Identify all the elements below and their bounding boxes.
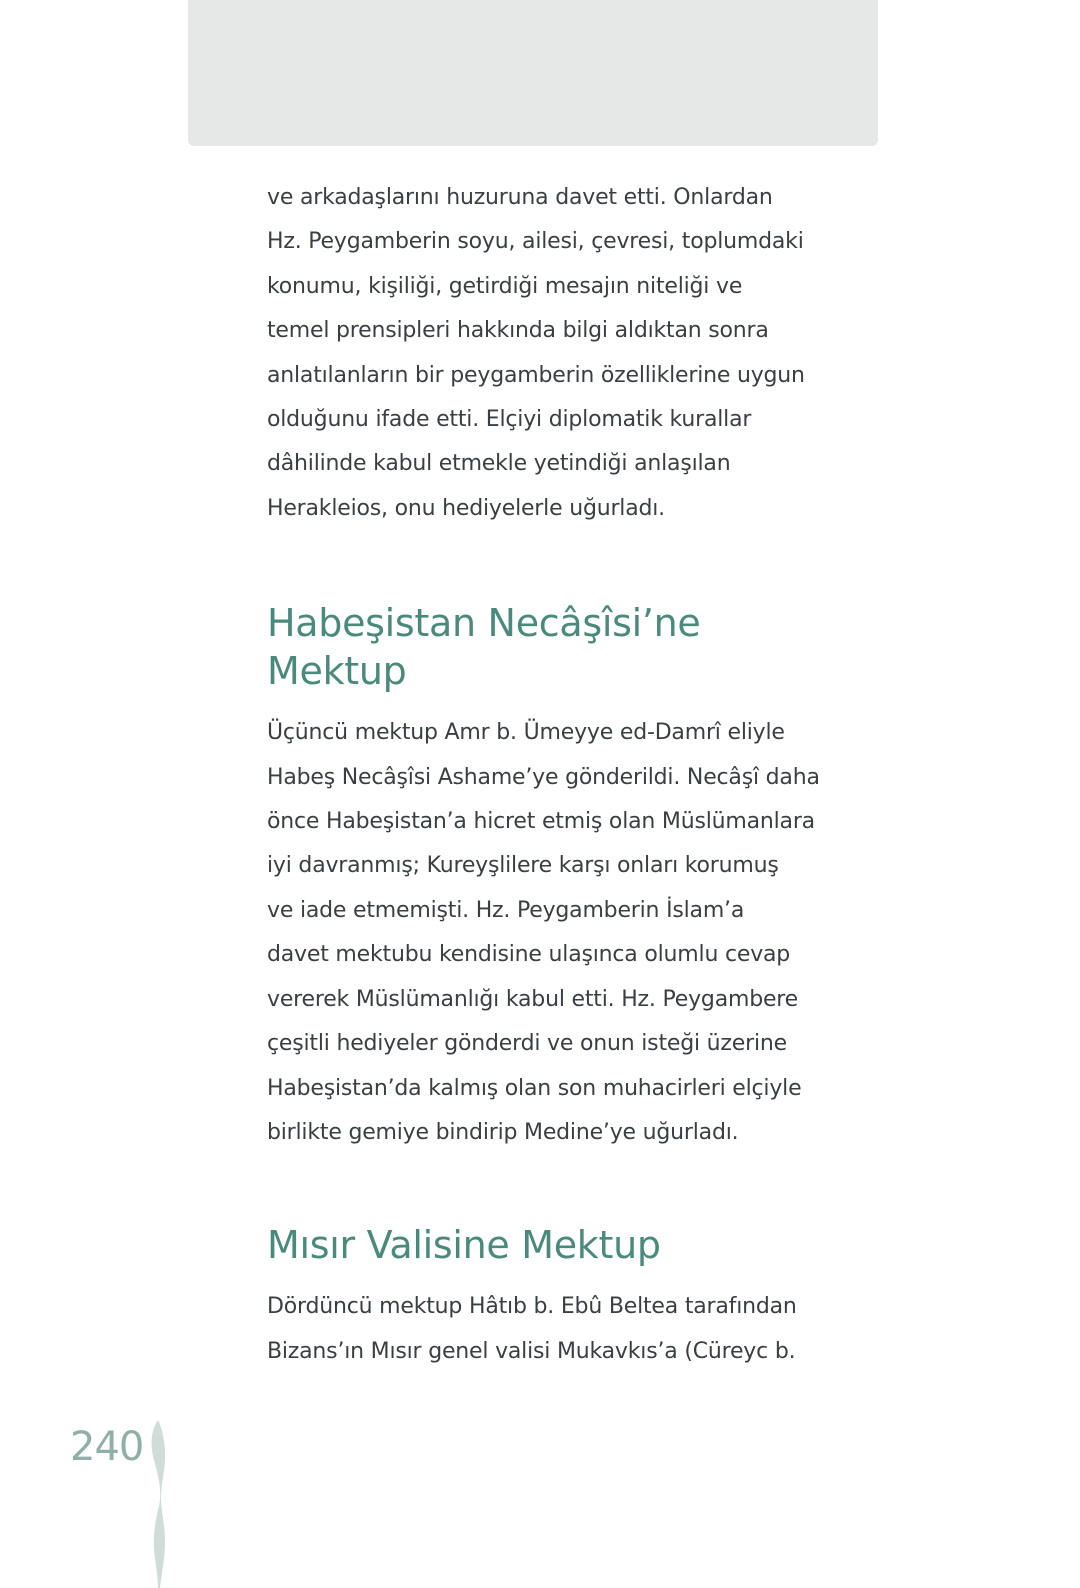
- page-content: [267, 176, 827, 1374]
- text-line: davet mektubu kendisine ulaşınca olumlu cevap: [267, 942, 791, 968]
- heading-line: Mektup: [267, 649, 407, 694]
- text-line: Üçüncü mektup Amr b. Ümeyye ed-Damrî eliyle: [267, 720, 785, 746]
- text-line: temel prensipleri hakkında bilgi aldıktan sonra: [267, 318, 769, 344]
- text-line: Habeşistan’da kalmış olan son muhacirleri elçiyle: [267, 1075, 802, 1101]
- text-line: önce Habeşistan’a hicret etmiş olan Müslümanlara: [267, 809, 815, 835]
- body-paragraph: [267, 176, 827, 531]
- heading-line: Mısır Valisine Mektup: [267, 1223, 661, 1268]
- section-heading: [267, 599, 827, 695]
- text-line: çeşitli hediyeler gönderdi ve onun isteği üzerine: [267, 1031, 787, 1057]
- body-paragraph: [267, 1285, 827, 1374]
- text-line: olduğunu ifade etti. Elçiyi diplomatik kurallar: [267, 407, 752, 433]
- text-line: Bizans’ın Mısır genel valisi Mukavkıs’a (Cüreyc b.: [267, 1338, 796, 1364]
- text-line: dâhilinde kabul etmekle yetindiği anlaşılan: [267, 451, 731, 477]
- text-line: birlikte gemiye bindirip Medine’ye uğurladı.: [267, 1119, 739, 1145]
- text-line: Dördüncü mektup Hâtıb b. Ebû Beltea tarafından: [267, 1294, 797, 1320]
- header-image-placeholder: [188, 0, 878, 146]
- text-line: Habeş Necâşîsi Ashame’ye gönderildi. Necâşî daha: [267, 764, 820, 790]
- heading-line: Habeşistan Necâşîsi’ne: [267, 601, 701, 646]
- page-number: 240: [70, 1424, 144, 1470]
- text-line: ve arkadaşlarını huzuruna davet etti. Onlardan: [267, 185, 773, 210]
- text-line: konumu, kişiliği, getirdiği mesajın niteliği ve: [267, 273, 743, 299]
- body-paragraph: [267, 711, 827, 1155]
- text-line: vererek Müslümanlığı kabul etti. Hz. Peygambere: [267, 986, 798, 1012]
- page-ornament-icon: [146, 1418, 170, 1588]
- text-line: Hz. Peygamberin soyu, ailesi, çevresi, toplumdaki: [267, 229, 804, 255]
- section-heading: [267, 1221, 827, 1269]
- text-line: anlatılanların bir peygamberin özelliklerine uygun: [267, 362, 805, 388]
- text-line: iyi davranmış; Kureyşlilere karşı onları korumuş: [267, 853, 779, 879]
- text-line: ve iade etmemişti. Hz. Peygamberin İslam’a: [267, 897, 745, 923]
- text-line: Herakleios, onu hediyelerle uğurladı.: [267, 495, 665, 521]
